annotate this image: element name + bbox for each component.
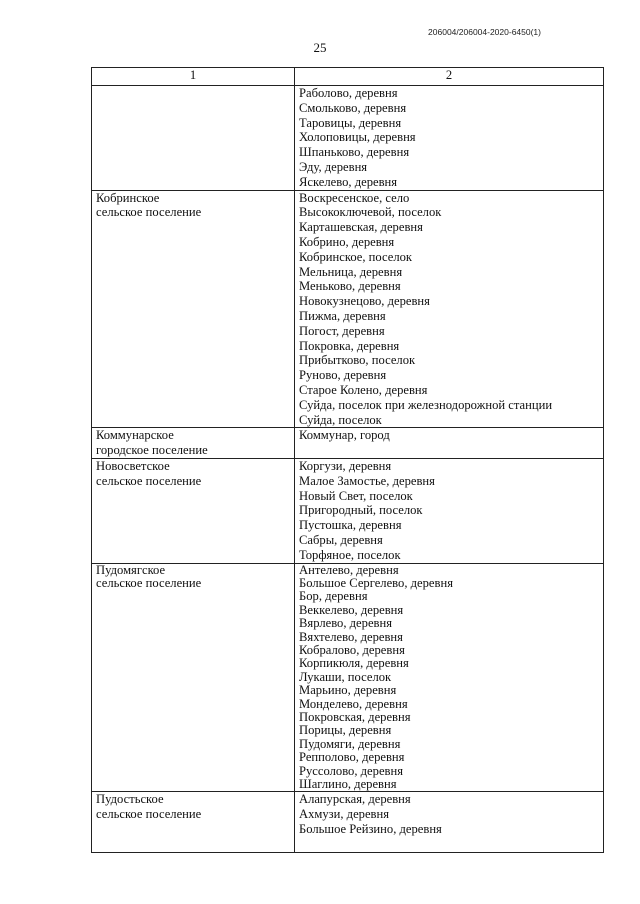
- place-name: Коргузи, деревня: [299, 458, 392, 473]
- places-cell: [295, 86, 604, 191]
- place-name: Малое Замостье, деревня: [299, 473, 435, 488]
- place-name: Кобрино, деревня: [299, 234, 395, 249]
- area-name-line: Кобринское: [96, 190, 160, 205]
- places-cell: [295, 458, 604, 563]
- place-name: Пустошка, деревня: [299, 518, 402, 533]
- place-name: Алапурская, деревня: [299, 792, 411, 807]
- place-name: Таровицы, деревня: [299, 115, 402, 130]
- settlement-area-cell: [92, 563, 295, 792]
- table-row: [92, 86, 604, 191]
- place-name: Вяхтелево, деревня: [299, 629, 403, 644]
- settlement-area-cell: [92, 86, 295, 191]
- area-name-line: сельское поселение: [96, 205, 202, 220]
- place-name: Старое Колено, деревня: [299, 382, 428, 397]
- area-name-line: Пудостьское: [96, 792, 164, 807]
- place-name: Репполово, деревня: [299, 750, 405, 765]
- place-name: Смольково, деревня: [299, 100, 407, 115]
- place-name: Руново, деревня: [299, 368, 387, 383]
- table-header-row: [92, 68, 604, 86]
- place-name: Марьино, деревня: [299, 683, 397, 698]
- place-name: Суйда, поселок: [299, 412, 382, 427]
- place-name: Корпикюля, деревня: [299, 656, 409, 671]
- place-name: Воскресенское, село: [299, 190, 410, 205]
- place-name: [299, 837, 603, 852]
- area-name-line: сельское поселение: [96, 575, 202, 590]
- places-cell: [295, 563, 604, 792]
- place-name: Антелево, деревня: [299, 562, 399, 577]
- place-name: Погост, деревня: [299, 323, 385, 338]
- table-row: [92, 428, 604, 459]
- place-name: Прибытково, поселок: [299, 353, 416, 368]
- place-name: Покровка, деревня: [299, 338, 400, 353]
- table-row: [92, 792, 604, 852]
- settlement-area-cell: [92, 792, 295, 852]
- page-number: 25: [313, 40, 327, 55]
- place-name: Монделево, деревня: [299, 696, 408, 711]
- place-name: Пригородный, поселок: [299, 503, 423, 518]
- area-name-line: городское поселение: [96, 443, 208, 458]
- area-name-line: Новосветское: [96, 458, 170, 473]
- place-name: Порицы, деревня: [299, 723, 392, 738]
- place-name: Вярлево, деревня: [299, 616, 393, 631]
- place-name: Шпаньково, деревня: [299, 145, 410, 160]
- place-name: Большое Сергелево, деревня: [299, 575, 453, 590]
- area-name-line: Коммунарское: [96, 428, 174, 443]
- place-name: Лукаши, поселок: [299, 669, 392, 684]
- document-id: 206004/206004-2020-6450(1): [428, 27, 541, 37]
- place-name: Мельница, деревня: [299, 264, 403, 279]
- area-name-line: Пудомягское: [96, 562, 166, 577]
- area-name-line: [96, 101, 294, 116]
- place-name: Пудомяги, деревня: [299, 736, 401, 751]
- place-name: Веккелево, деревня: [299, 602, 404, 617]
- settlement-area-cell: [92, 190, 295, 428]
- place-name: Торфяное, поселок: [299, 547, 401, 562]
- settlement-area-cell: [92, 458, 295, 563]
- place-name: Меньково, деревня: [299, 279, 401, 294]
- place-name: Высокоключевой, поселок: [299, 205, 442, 220]
- area-name-line: сельское поселение: [96, 473, 202, 488]
- settlements-table: [91, 67, 604, 853]
- place-name: Сабры, деревня: [299, 532, 383, 547]
- area-name-line: [96, 86, 294, 101]
- place-name: Большое Рейзино, деревня: [299, 822, 442, 836]
- places-cell: [295, 190, 604, 428]
- place-name: Коммунар, город: [299, 428, 390, 443]
- places-cell: [295, 792, 604, 852]
- column-header: 1: [92, 68, 295, 86]
- place-name: Кобринское, поселок: [299, 249, 413, 264]
- place-name: Ахмузи, деревня: [299, 807, 390, 822]
- place-name: Новокузнецово, деревня: [299, 294, 430, 309]
- place-name: Эду, деревня: [299, 159, 368, 174]
- place-name: Шаглино, деревня: [299, 777, 397, 791]
- place-name: Раболово, деревня: [299, 86, 398, 100]
- place-name: Руссолово, деревня: [299, 763, 404, 778]
- column-header: 2: [295, 68, 604, 86]
- place-name: Холоповицы, деревня: [299, 130, 416, 145]
- place-name: Покровская, деревня: [299, 709, 411, 724]
- table-row: [92, 458, 604, 563]
- place-name: Новый Свет, поселок: [299, 488, 413, 503]
- place-name: Суйда, поселок при железнодорожной станции: [299, 397, 553, 412]
- place-name: Пижма, деревня: [299, 308, 386, 323]
- place-name: Яскелево, деревня: [299, 174, 398, 189]
- place-name: Кобралово, деревня: [299, 642, 405, 657]
- area-name-line: сельское поселение: [96, 807, 202, 822]
- settlement-area-cell: [92, 428, 295, 459]
- place-name: Бор, деревня: [299, 589, 368, 604]
- table-row: [92, 563, 604, 792]
- places-cell: [295, 428, 604, 459]
- place-name: Карташевская, деревня: [299, 220, 423, 235]
- place-name: [299, 443, 603, 458]
- table-row: [92, 190, 604, 428]
